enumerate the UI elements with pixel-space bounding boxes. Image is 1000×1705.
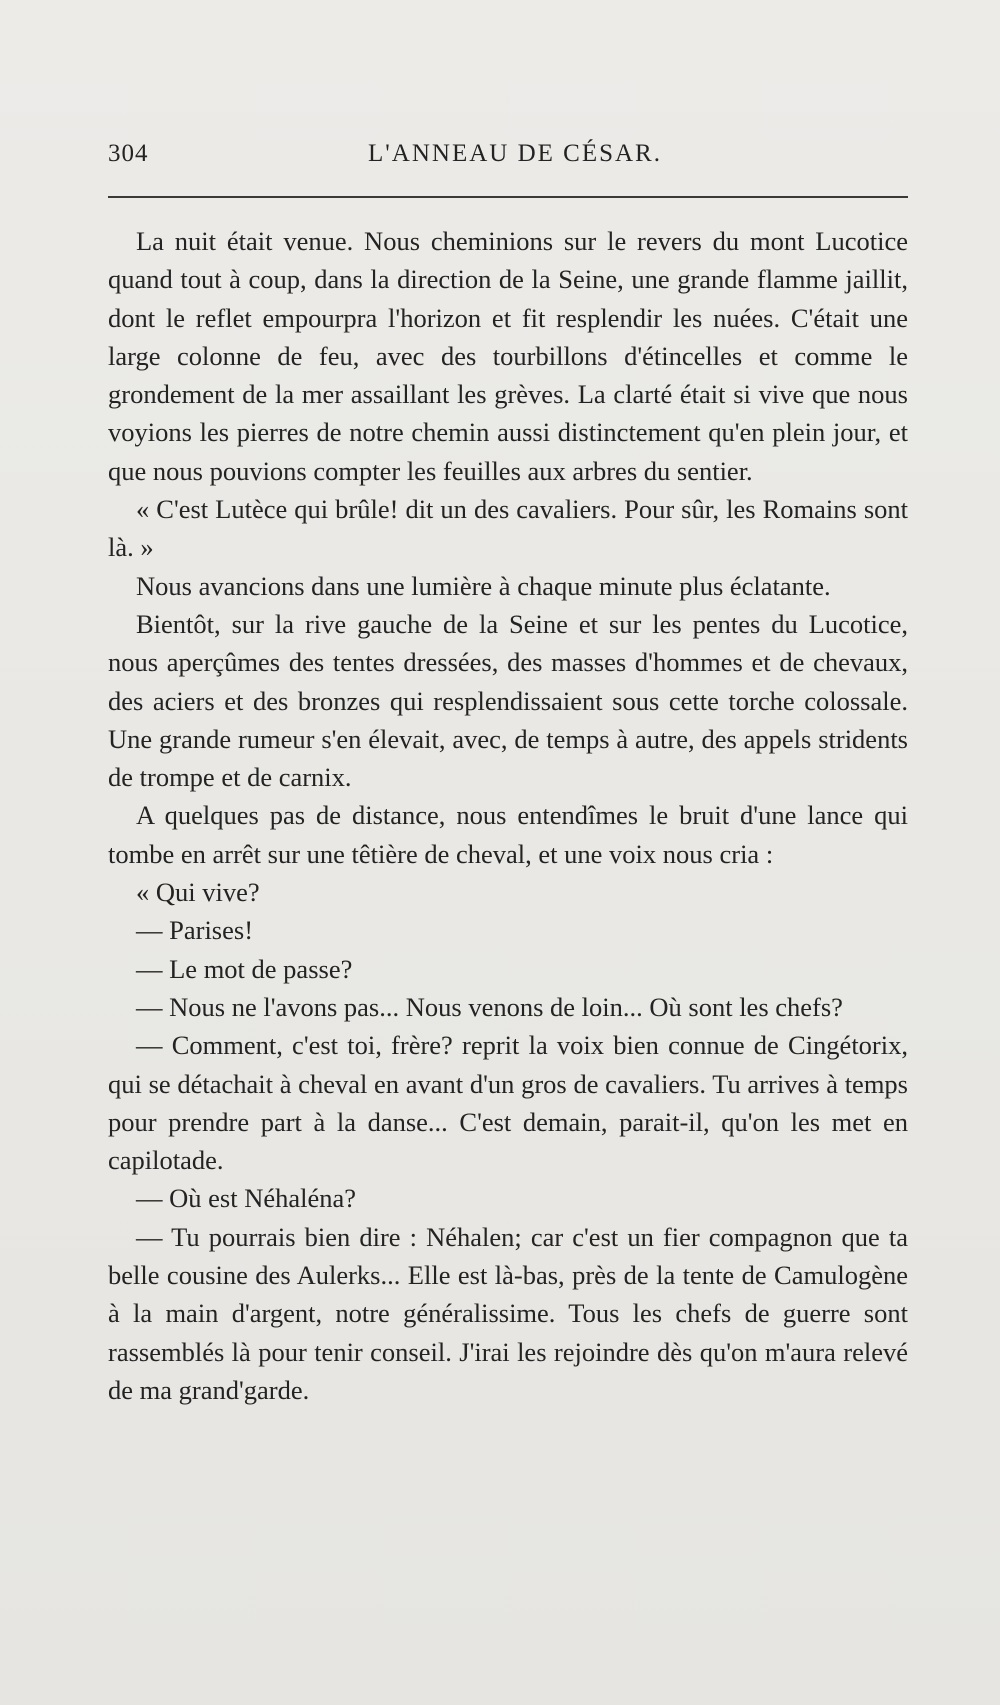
dialogue-line: — Comment, c'est toi, frère? reprit la voix bien connue de Cingétorix, qui se détachait à cheval en avant d'un gros de cavaliers. Tu arrives à temps pour prendre part à la danse... C'est demain, parait-il, qu'on les met en capilotade. [108, 1030, 908, 1176]
running-title: L'ANNEAU DE CÉSAR. [368, 140, 662, 167]
paragraph: Bientôt, sur la rive gauche de la Seine et sur les pentes du Lucotice, nous aperçûmes des tentes dressées, des masses d'hommes et de chevaux, des aciers et des bronzes qui resplendissaient sous cette torche colossale. Une grande rumeur s'en élevait, avec, de temps à autre, des appels stridents de trompe et de carnix. [108, 608, 908, 793]
page-number: 304 [108, 140, 149, 167]
header-rule [108, 196, 908, 198]
dialogue-line: — Parises! [136, 915, 254, 946]
paragraph: La nuit était venue. Nous cheminions sur le revers du mont Lucotice quand tout à coup, dans la direction de la Seine, une grande flamme jaillit, dont le reflet empourpra l'horizon et fit resplendir les nuées. C'était une large colonne de feu, avec des tourbillons d'étincelles et comme le grondement de la mer assaillant les grèves. La clarté était si vive que nous voyions les pierres de notre chemin aussi distinctement qu'en plein jour, et que nous pouvions compter les feuilles aux arbres du sentier. [108, 226, 908, 486]
paragraph: « C'est Lutèce qui brûle! dit un des cavaliers. Pour sûr, les Romains sont là. » [108, 494, 908, 563]
page-header [108, 140, 908, 180]
paragraph: A quelques pas de distance, nous entendîmes le bruit d'une lance qui tombe en arrêt sur une têtière de cheval, et une voix nous cria : [108, 800, 908, 869]
dialogue-line: — Le mot de passe? [136, 953, 353, 984]
dialogue-line: — Où est Néhaléna? [136, 1183, 357, 1214]
paragraph: Nous avancions dans une lumière à chaque minute plus éclatante. [136, 570, 831, 601]
dialogue-line: — Tu pourrais bien dire : Néhalen; car c'est un fier compagnon que ta belle cousine des Aulerks... Elle est là-bas, près de la tente de Camulogène à la main d'argent, notre généralissime. Tous les chefs de guerre sont rassemblés là pour tenir conseil. J'irai les rejoindre dès qu'on m'aura relevé de ma grand'garde. [108, 1221, 908, 1405]
dialogue-line: « Qui vive? [136, 877, 260, 908]
dialogue-line: — Nous ne l'avons pas... Nous venons de loin... Où sont les chefs? [136, 991, 843, 1022]
body-text [108, 222, 908, 1409]
